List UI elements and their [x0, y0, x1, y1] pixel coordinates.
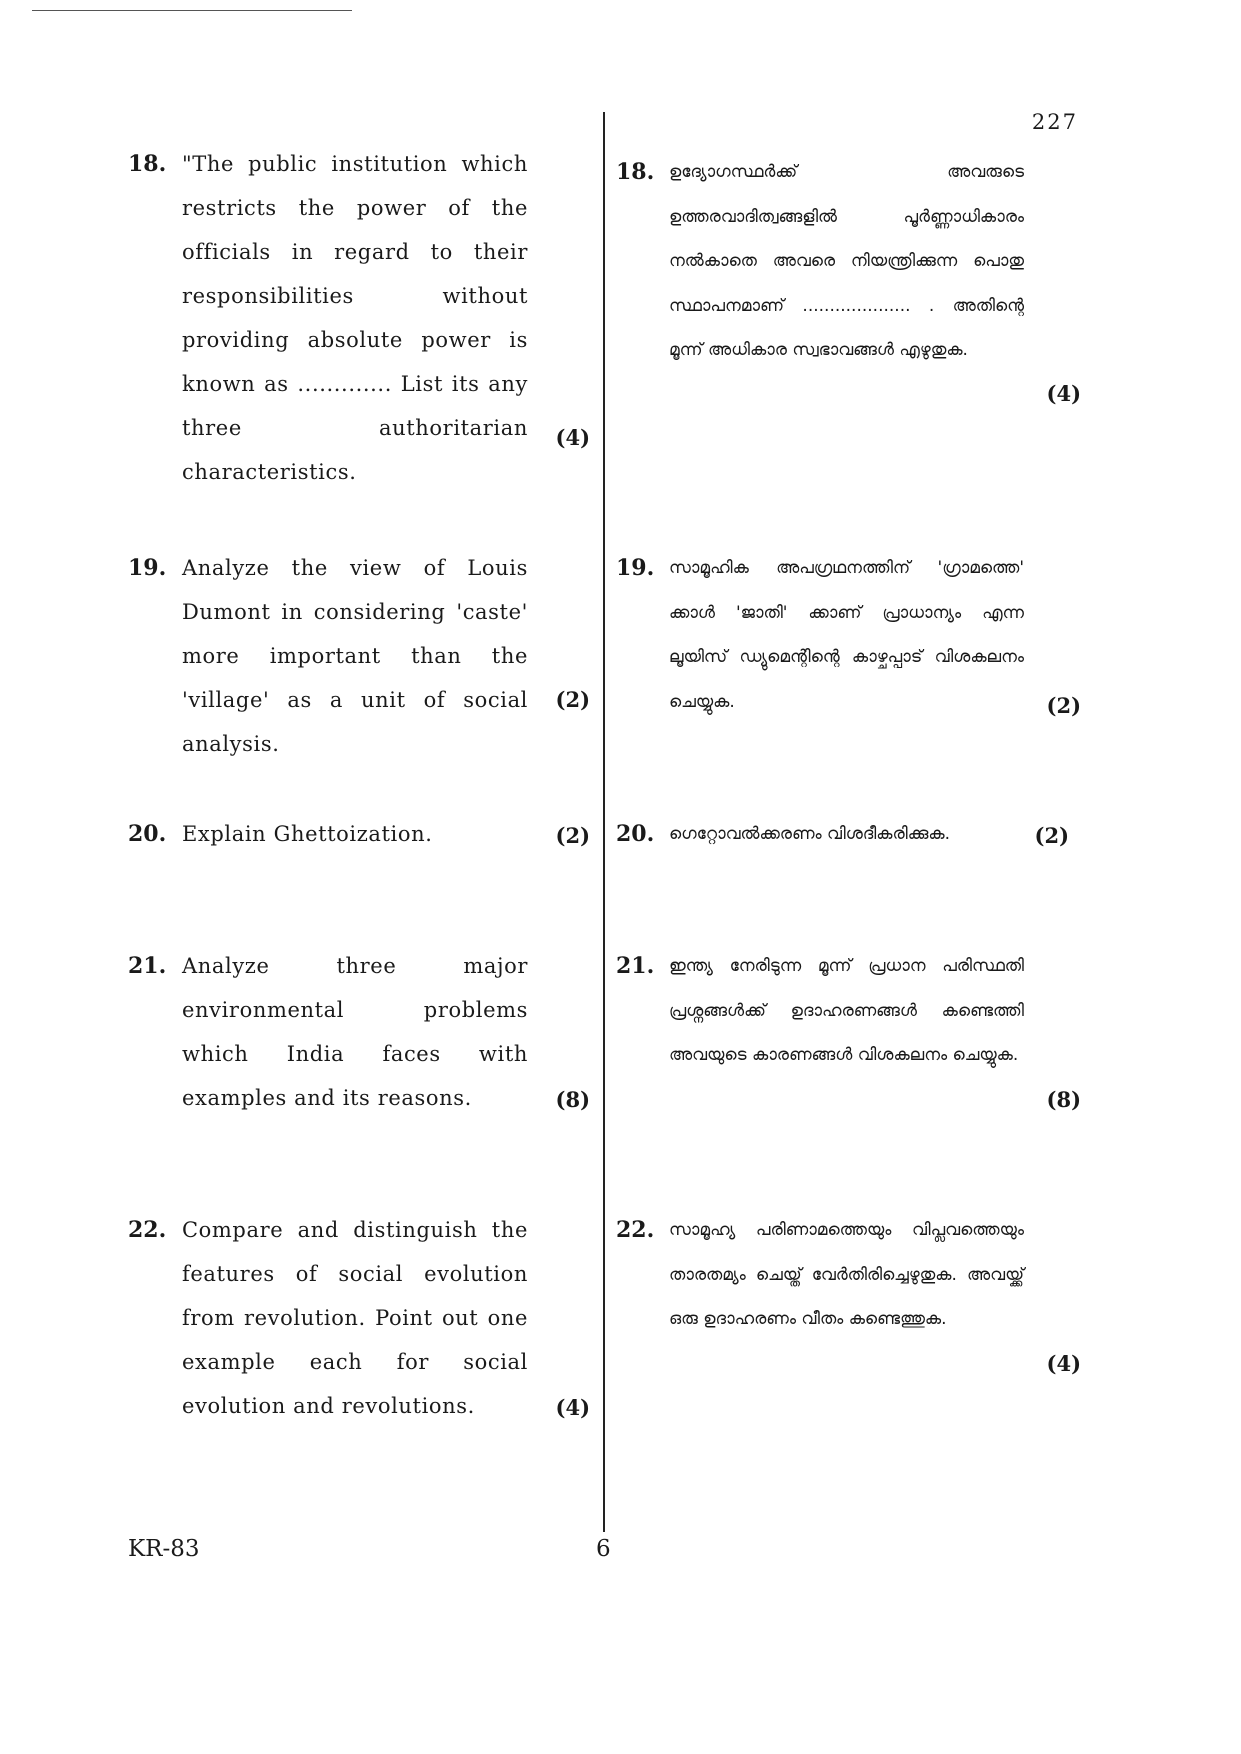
question-marks: (8)	[1046, 1087, 1081, 1112]
question-number: 19.	[616, 555, 655, 581]
question-text: സാമൂഹ്യ പരിണാമത്തെയും വിപ്ലവത്തെയും താരതമ്യം ചെയ്ത് വേർതിരിച്ചെഴുതുക. അവയ്ക്ക് ഒരു ഉദാഹരണം വീതം കണ്ടെത്തുക.	[669, 1220, 1024, 1329]
page-number: 6	[596, 1536, 611, 1562]
question-ml-20	[616, 812, 1081, 856]
question-number: 21.	[128, 953, 167, 979]
question-marks: (2)	[1046, 693, 1081, 718]
question-text: Compare and distinguish the features of social evolution from revolution. Point out one example each for social evolution and revolutions.	[182, 1218, 528, 1418]
question-marks: (4)	[555, 1395, 590, 1420]
question-text: ഉദ്യോഗസ്ഥർക്ക് അവരുടെ ഉത്തരവാദിത്വങ്ങളിൽ പൂർണ്ണാധികാരം നൽകാതെ അവരെ നിയന്ത്രിക്കുന്ന പൊതു സ്ഥാപനമാണ് .................... . അതിന്റെ മൂന്ന് അധികാര സ്വഭാവങ്ങൾ എഴുതുക.	[669, 162, 1024, 360]
top-rule	[32, 10, 352, 11]
question-text: Explain Ghettoization.	[182, 822, 433, 846]
question-en-21	[128, 944, 590, 1120]
question-number: 22.	[616, 1217, 655, 1243]
question-en-19	[128, 546, 590, 756]
question-text: സാമൂഹിക അപഗ്രഥനത്തിന് 'ഗ്രാമത്തെ' ക്കാൾ 'ജാതി' ക്കാണ് പ്രാധാന്യം എന്ന ലൂയിസ് ഡ്യുമെന്റിന്റെ കാഴ്ചപ്പാട് വിശകലനം ചെയ്യുക.	[669, 558, 1024, 712]
question-number: 22.	[128, 1217, 167, 1243]
question-marks: (2)	[555, 687, 590, 712]
question-marks: (2)	[555, 823, 590, 848]
question-marks: (2)	[1034, 823, 1069, 848]
question-number: 21.	[616, 953, 655, 979]
question-en-18	[128, 142, 590, 494]
question-number: 20.	[128, 821, 167, 847]
question-marks: (4)	[1046, 381, 1081, 406]
question-marks: (4)	[1046, 1351, 1081, 1376]
question-text: ഗെറ്റോവൽക്കരണം വിശദീകരിക്കുക.	[669, 824, 951, 844]
question-ml-18	[616, 150, 1081, 417]
question-en-20	[128, 812, 590, 856]
question-marks: (4)	[555, 425, 590, 450]
question-number: 20.	[616, 821, 655, 847]
question-ml-21	[616, 944, 1081, 1122]
question-text: Analyze three major environmental problems which India faces with examples and its reasons.	[182, 954, 528, 1110]
question-ml-19	[616, 546, 1081, 724]
paper-code: KR-83	[128, 1536, 200, 1562]
question-number: 18.	[616, 159, 655, 185]
question-number: 18.	[128, 151, 167, 177]
question-ml-22	[616, 1208, 1081, 1386]
question-en-22	[128, 1208, 590, 1428]
question-text: Analyze the view of Louis Dumont in considering 'caste' more important than the 'village' as a unit of social analysis.	[182, 556, 528, 756]
question-text: ഇന്ത്യ നേരിടുന്ന മൂന്ന് പ്രധാന പരിസ്ഥതി പ്രശ്നങ്ങൾക്ക് ഉദാഹരണങ്ങൾ കണ്ടെത്തി അവയുടെ കാരണങ്ങൾ വിശകലനം ചെയ്യുക.	[669, 956, 1024, 1065]
column-divider	[603, 112, 605, 1532]
page-code: 227	[1031, 110, 1078, 134]
question-text: "The public institution which restricts the power of the officials in regard to their responsibilities without providing absolute power is known as ............. List its any three authoritarian characteristics.	[182, 152, 528, 484]
question-number: 19.	[128, 555, 167, 581]
question-marks: (8)	[555, 1087, 590, 1112]
